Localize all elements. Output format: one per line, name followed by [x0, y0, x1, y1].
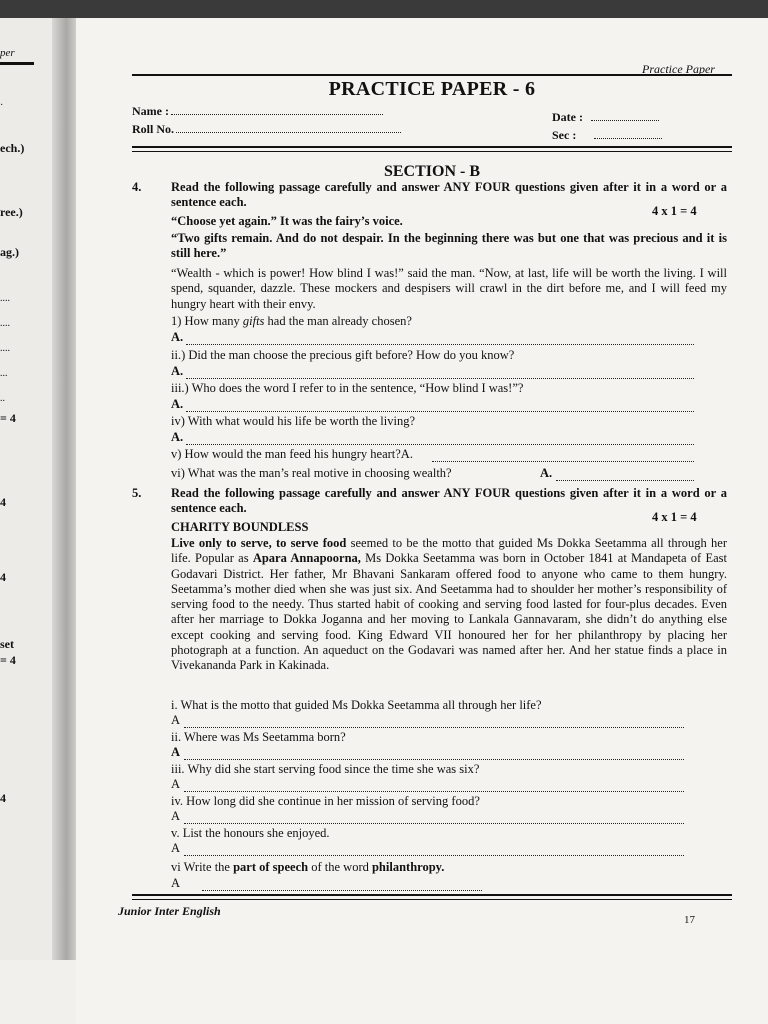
answer-line[interactable]	[186, 443, 694, 445]
answer-line[interactable]	[184, 790, 684, 792]
question-item: vi Write the part of speech of the word philanthropy.	[171, 860, 445, 874]
question-item: v. List the honours she enjoyed.	[171, 826, 330, 840]
date-label: Date :	[552, 110, 583, 124]
sec-blank[interactable]	[594, 137, 662, 139]
answer-line[interactable]	[202, 889, 482, 891]
question-item: v) How would the man feed his hungry heart?A.	[171, 447, 413, 461]
question-instruction: Read the following passage carefully and answer ANY FOUR questions given after it in a word or a sentence each.	[171, 180, 727, 210]
passage-line: “Two gifts remain. And do not despair. In the beginning there was but one that was precious and it is still here.”	[171, 231, 727, 261]
footer-rule-bottom	[132, 899, 732, 900]
adjacent-fragment: = 4	[0, 653, 16, 667]
main-page	[76, 18, 768, 1024]
adjacent-dot: ....	[0, 343, 10, 354]
section-title: SECTION - B	[383, 163, 481, 180]
answer-label: A.	[540, 466, 553, 480]
adjacent-fragment: ech.)	[0, 141, 25, 155]
adjacent-dot: ....	[0, 318, 10, 329]
roll-label: Roll No.	[132, 122, 174, 136]
page-title: PRACTICE PAPER - 6	[328, 78, 536, 100]
answer-line[interactable]	[184, 726, 684, 728]
passage-paragraph: “Wealth - which is power! How blind I was!” said the man. “Now, at last, life will be worth the living. I will spend, squander, dazzle. These mockers and despisers will crawl in the dirt before me, and I will feed my hungry heart with their envy.	[171, 266, 727, 311]
question-number: 4.	[132, 180, 142, 194]
answer-label: A	[171, 809, 181, 823]
adjacent-page-header: per	[0, 47, 15, 59]
name-blank[interactable]	[171, 113, 383, 115]
answer-line[interactable]	[184, 758, 684, 760]
adjacent-dot: ....	[0, 293, 10, 304]
question-item: vi) What was the man’s real motive in choosing wealth?	[171, 466, 452, 480]
question-marks: 4 x 1 = 4	[652, 510, 697, 524]
question-item: iv) With what would his life be worth the living?	[171, 414, 416, 428]
adjacent-fragment: 4	[0, 495, 6, 509]
answer-line[interactable]	[184, 854, 684, 856]
answer-label: A	[171, 876, 181, 890]
adjacent-fragment: set	[0, 637, 14, 651]
answer-line[interactable]	[186, 377, 694, 379]
adjacent-fragment: 4	[0, 791, 6, 805]
sec-field[interactable]	[552, 128, 662, 143]
answer-label: A.	[171, 330, 184, 344]
sec-label: Sec :	[552, 128, 577, 142]
question-instruction: Read the following passage carefully and answer ANY FOUR questions given after it in a word or a sentence each.	[171, 486, 727, 516]
answer-label: A.	[171, 397, 184, 411]
question-item: ii.) Did the man choose the precious gift before? How do you know?	[171, 348, 515, 362]
page-number: 17	[684, 914, 695, 926]
answer-label: A	[171, 777, 181, 791]
name-field[interactable]	[132, 104, 383, 119]
passage-heading: CHARITY BOUNDLESS	[171, 520, 309, 534]
running-header: Practice Paper	[642, 62, 715, 76]
adjacent-fragment: 4	[0, 570, 6, 584]
question-item: ii. Where was Ms Seetamma born?	[171, 730, 346, 744]
answer-line[interactable]	[432, 460, 694, 462]
answer-label: A	[171, 841, 181, 855]
answer-line[interactable]	[186, 410, 694, 412]
adjacent-page-rule	[0, 62, 34, 65]
passage-line: “Choose yet again.” It was the fairy’s voice.	[171, 214, 403, 228]
footer-title: Junior Inter English	[118, 904, 221, 918]
question-number: 5.	[132, 486, 142, 500]
date-field[interactable]	[552, 110, 659, 125]
answer-label: A.	[171, 430, 184, 444]
adjacent-dot: ...	[0, 368, 8, 379]
question-item: 1) How many gifts had the man already chosen?	[171, 314, 412, 328]
answer-line[interactable]	[184, 822, 684, 824]
name-label: Name :	[132, 104, 169, 118]
roll-blank[interactable]	[176, 131, 401, 133]
roll-field[interactable]	[132, 122, 401, 137]
passage-paragraph: Live only to serve, to serve food seemed to be the motto that guided Ms Dokka Seetamma all through her life. Popular as Apara Annapoorna, Ms Dokka Seetamma was born in October 1841 at Mandapeta of East Godavari District. Her father, Mr Bhavani Sankaram offered food to anyone who came to them hungry. Seetamma’s mother died when she was just six. And Seetamma had to shoulder her mother’s responsibility of serving food to the needy. Thus started habit of cooking and serving food lasted for four-plus decades. Even after her marriage to Dokka Joganna and her moving to Lankala Gannavaram, she didn’t do anything else except cooking and serving food. King Edward VII honoured her for her philanthropy by placing her photograph at a function. An aqueduct on the Godavari was named after her. And her statue finds a place in Vivekananda Park in Kakinada.	[171, 536, 727, 673]
header-rule	[132, 74, 732, 76]
question-item: iii.) Who does the word I refer to in the sentence, “How blind I was!”?	[171, 381, 524, 395]
question-item: iv. How long did she continue in her mission of serving food?	[171, 794, 480, 808]
question-marks: 4 x 1 = 4	[652, 204, 697, 218]
section-rule-bottom	[132, 151, 732, 152]
answer-label: A	[171, 713, 181, 727]
question-item: iii. Why did she start serving food since the time she was six?	[171, 762, 480, 776]
answer-line[interactable]	[186, 343, 694, 345]
adjacent-fragment: ag.)	[0, 245, 19, 259]
footer-rule-top	[132, 894, 732, 896]
adjacent-dot: ·	[0, 100, 4, 111]
answer-label: A	[171, 745, 181, 759]
adjacent-dot: ..	[0, 393, 5, 404]
date-blank[interactable]	[591, 119, 659, 121]
answer-line[interactable]	[556, 479, 694, 481]
section-rule-top	[132, 146, 732, 148]
adjacent-fragment: ree.)	[0, 205, 23, 219]
answer-label: A.	[171, 364, 184, 378]
adjacent-fragment: = 4	[0, 411, 16, 425]
question-item: i. What is the motto that guided Ms Dokka Seetamma all through her life?	[171, 698, 542, 712]
